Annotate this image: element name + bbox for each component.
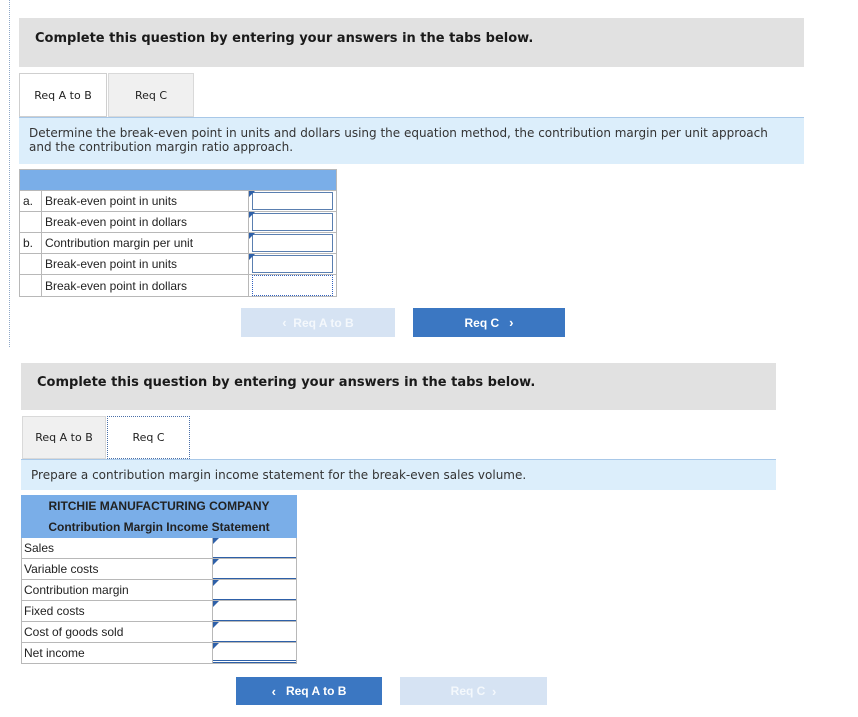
table-row bbox=[22, 622, 297, 643]
row-label: Cost of goods sold bbox=[22, 622, 213, 643]
row-letter bbox=[20, 212, 42, 233]
table-row bbox=[20, 275, 337, 297]
answer-input-focused[interactable] bbox=[252, 275, 333, 296]
entry-marker-icon bbox=[213, 580, 219, 586]
entry-marker-icon bbox=[249, 233, 255, 239]
question-header-title: Complete this question by entering your answers in the tabs below. bbox=[35, 31, 534, 46]
answer-input[interactable] bbox=[252, 255, 333, 273]
row-letter: a. bbox=[20, 191, 42, 212]
value-cell bbox=[213, 601, 297, 622]
value-cell bbox=[213, 580, 297, 601]
break-even-table bbox=[19, 169, 337, 297]
prev-req-button-2[interactable] bbox=[236, 677, 382, 705]
value-input[interactable] bbox=[213, 623, 296, 642]
answer-input[interactable] bbox=[252, 192, 333, 210]
value-input[interactable] bbox=[213, 602, 296, 621]
next-req-button-2[interactable] bbox=[400, 677, 547, 705]
table-row bbox=[22, 538, 297, 559]
chevron-right-icon: › bbox=[509, 315, 514, 330]
table-row bbox=[20, 233, 337, 254]
entry-marker-icon bbox=[213, 538, 219, 544]
value-input[interactable] bbox=[213, 644, 296, 663]
row-label: Break-even point in dollars bbox=[41, 212, 248, 233]
chevron-right-icon: › bbox=[492, 683, 497, 699]
next-req-label-2: Req C bbox=[450, 684, 486, 698]
table-row bbox=[22, 601, 297, 622]
question-header bbox=[19, 18, 804, 67]
statement-title: Contribution Margin Income Statement bbox=[22, 517, 297, 538]
row-label: Contribution margin bbox=[22, 580, 213, 601]
table-header-row bbox=[20, 170, 337, 191]
row-letter bbox=[20, 254, 42, 275]
instruction-text: Determine the break-even point in units and dollars using the equation method, the contribution margin per unit approach and the contribution margin ratio approach. bbox=[19, 117, 804, 164]
question-header-title-2: Complete this question by entering your answers in the tabs below. bbox=[37, 375, 536, 390]
row-letter: b. bbox=[20, 233, 42, 254]
prev-req-label: Req A to B bbox=[293, 315, 354, 330]
entry-marker-icon bbox=[213, 622, 219, 628]
row-label: Break-even point in units bbox=[41, 254, 248, 275]
income-statement-table bbox=[21, 495, 297, 664]
table-row bbox=[22, 559, 297, 580]
row-label: Break-even point in units bbox=[41, 191, 248, 212]
answer-input-cell bbox=[249, 275, 337, 297]
value-cell bbox=[213, 643, 297, 664]
answer-input-cell bbox=[249, 191, 337, 212]
entry-marker-icon bbox=[249, 254, 255, 260]
chevron-left-icon: ‹ bbox=[282, 315, 287, 330]
table-row bbox=[22, 580, 297, 601]
prev-req-button[interactable] bbox=[241, 308, 395, 337]
question-header-2 bbox=[21, 363, 776, 410]
statement-header-row bbox=[22, 517, 297, 538]
table-row bbox=[20, 254, 337, 275]
statement-header-row bbox=[22, 496, 297, 517]
next-req-label: Req C bbox=[464, 315, 500, 330]
chevron-left-icon: ‹ bbox=[271, 683, 276, 699]
frame-border bbox=[9, 0, 10, 347]
value-cell bbox=[213, 622, 297, 643]
table-row bbox=[22, 643, 297, 664]
row-label: Net income bbox=[22, 643, 213, 664]
row-label: Break-even point in dollars bbox=[41, 275, 248, 297]
next-req-button[interactable] bbox=[413, 308, 565, 337]
row-label: Sales bbox=[22, 538, 213, 559]
entry-marker-icon bbox=[213, 601, 219, 607]
answer-input[interactable] bbox=[252, 213, 333, 231]
tab-req-a-to-b-2[interactable]: Req A to B bbox=[22, 416, 106, 459]
value-input[interactable] bbox=[213, 581, 296, 600]
value-cell bbox=[213, 538, 297, 559]
value-cell bbox=[213, 559, 297, 580]
tab-req-a-to-b[interactable]: Req A to B bbox=[19, 73, 107, 117]
entry-marker-icon bbox=[249, 191, 255, 197]
table-row bbox=[20, 212, 337, 233]
row-label: Contribution margin per unit bbox=[41, 233, 248, 254]
entry-marker-icon bbox=[249, 212, 255, 218]
row-letter bbox=[20, 275, 42, 297]
answer-input[interactable] bbox=[252, 234, 333, 252]
value-input[interactable] bbox=[213, 539, 296, 558]
value-input[interactable] bbox=[213, 560, 296, 579]
row-label: Variable costs bbox=[22, 559, 213, 580]
instruction-text-2: Prepare a contribution margin income statement for the break-even sales volume. bbox=[21, 459, 776, 490]
entry-marker-icon bbox=[213, 643, 219, 649]
row-label: Fixed costs bbox=[22, 601, 213, 622]
answer-input-cell bbox=[249, 254, 337, 275]
entry-marker-icon bbox=[213, 559, 219, 565]
table-row bbox=[20, 191, 337, 212]
company-name: RITCHIE MANUFACTURING COMPANY bbox=[22, 496, 297, 517]
answer-input-cell bbox=[249, 212, 337, 233]
tab-req-c-2[interactable]: Req C bbox=[107, 416, 190, 459]
answer-input-cell bbox=[249, 233, 337, 254]
prev-req-label-2: Req A to B bbox=[285, 684, 347, 698]
tab-req-c[interactable]: Req C bbox=[108, 73, 194, 117]
